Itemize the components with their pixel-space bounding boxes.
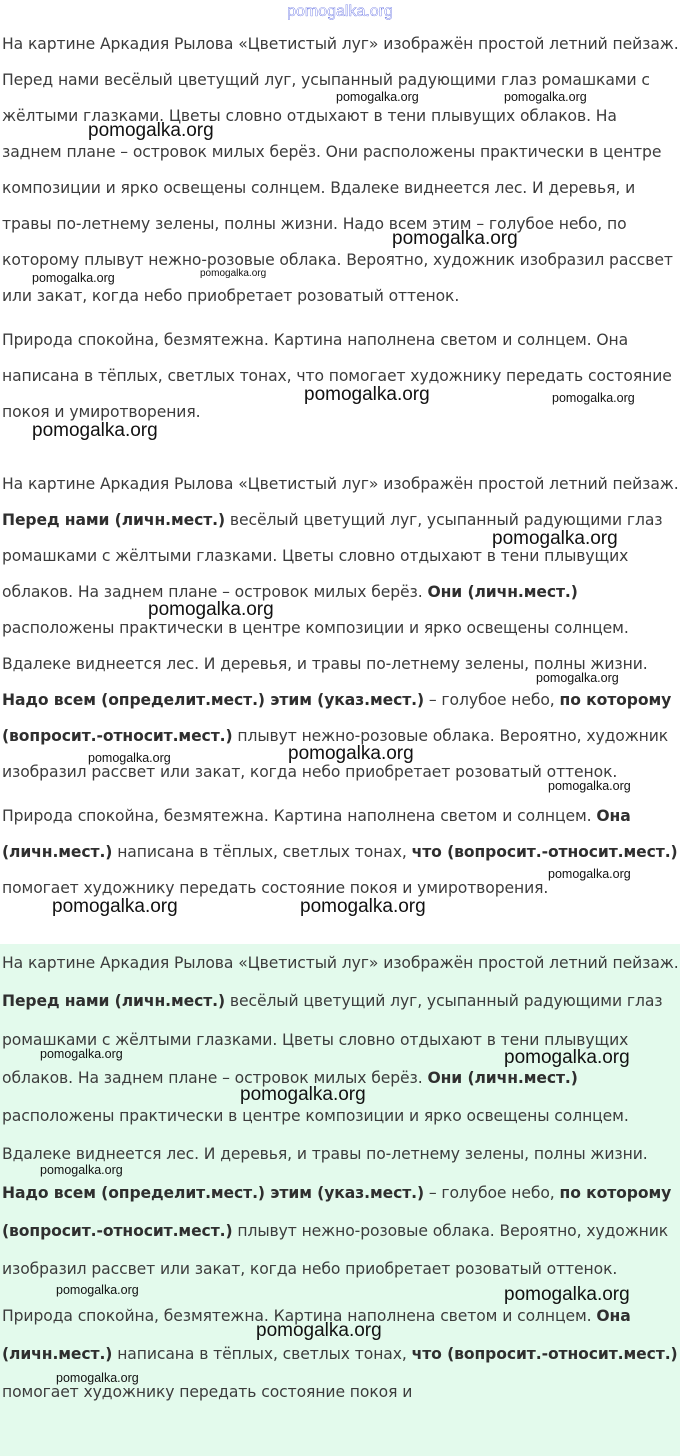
watermark: pomogalka.org <box>52 896 178 917</box>
pronoun-annotation: что (вопросит.-относит.мест.) <box>411 1344 678 1363</box>
annotated-paragraph-1 <box>0 466 680 790</box>
text-run: расположены практически в центре композиции и ярко освещены солнцем. Вдалеке виднеется лес. И деревья, и травы по-летнему зелены, полны жизни. <box>2 619 648 673</box>
watermark: pomogalka.org <box>300 896 426 917</box>
pronoun-annotation: Они (личн.мест.) <box>427 1068 578 1087</box>
text-run: Природа спокойна, безмятежна. Картина наполнена светом и солнцем. <box>2 807 597 825</box>
annotated-text-section <box>0 466 680 906</box>
plain-paragraph-2: Природа спокойна, безмятежна. Картина наполнена светом и солнцем. Она написана в тёплых, светлых тонах, что помогает художнику передать состояние покоя и умиротворения. <box>2 331 672 421</box>
watermark: pomogalka.org <box>492 528 618 549</box>
watermark: pomogalka.org <box>148 599 274 620</box>
watermark: pomogalka.org <box>56 1283 139 1297</box>
pronoun-annotation: Они (личн.мест.) <box>427 583 578 601</box>
pronoun-annotation: по которому (вопросит.-относит.мест.) <box>2 691 672 745</box>
watermark: pomogalka.org <box>504 1284 630 1305</box>
pronoun-annotation: Надо всем (определит.мест.) этим (указ.мест.) <box>2 691 425 709</box>
pronoun-annotation: Надо всем (определит.мест.) этим (указ.мест.) <box>2 1183 425 1202</box>
text-run: написана в тёплых, светлых тонах, <box>112 843 412 861</box>
watermark: pomogalka.org <box>88 751 171 765</box>
text-run: весёлый цветущий луг, усыпанный радующими глаз ромашками с жёлтыми глазками. Цветы словно отдыхают в тени плывущих облаков. На заднем плане – островок милых берёз. <box>2 992 663 1087</box>
annotated-paragraph-2 <box>0 798 680 906</box>
watermark: pomogalka.org <box>548 779 631 793</box>
watermark: pomogalka.org <box>336 90 419 104</box>
text-run: расположены практически в центре композиции и ярко освещены солнцем. Вдалеке виднеется лес. И деревья, и травы по-летнему зелены, полны жизни. <box>2 1107 648 1164</box>
pronoun-annotation: по которому (вопросит.-относит.мест.) <box>2 1183 672 1241</box>
highlighted-answer-section <box>0 944 680 1456</box>
watermark: pomogalka.org <box>32 271 115 285</box>
text-run: плывут нежно-розовые облака. Вероятно, художник изобразил рассвет или закат, когда небо приобретает розоватый оттенок. <box>2 1222 669 1279</box>
plain-text-section <box>0 26 680 430</box>
text-run: помогает художнику передать состояние покоя и умиротворения. <box>2 879 549 897</box>
watermark: pomogalka.org <box>200 268 267 279</box>
pronoun-annotation: что (вопросит.-относит.мест.) <box>411 843 678 861</box>
text-run: На картине Аркадия Рылова «Цветистый луг» изображён простой летний пейзаж. <box>2 954 679 972</box>
watermark: pomogalka.org <box>552 391 635 405</box>
text-run: плывут нежно-розовые облака. Вероятно, художник изобразил рассвет или закат, когда небо приобретает розоватый оттенок. <box>2 727 669 781</box>
watermark: pomogalka.org <box>504 90 587 104</box>
watermark: pomogalka.org <box>256 1320 382 1341</box>
watermark: pomogalka.org <box>88 120 214 141</box>
text-run: Природа спокойна, безмятежна. Картина наполнена светом и солнцем. <box>2 1306 597 1325</box>
pronoun-annotation: Она (личн.мест.) <box>2 1306 631 1363</box>
text-run: помогает художнику передать состояние покоя и <box>2 1383 413 1402</box>
pronoun-annotation: Перед нами (личн.мест.) <box>2 511 226 529</box>
pronoun-annotation: Она (личн.мест.) <box>2 807 631 861</box>
watermark: pomogalka.org <box>548 867 631 881</box>
plain-paragraph-1: На картине Аркадия Рылова «Цветистый луг» изображён простой летний пейзаж. Перед нами весёлый цветущий луг, усыпанный радующими глаз ромашками с жёлтыми глазками. Цветы словно отдыхают в тени плывущих облаков. На заднем плане – островок милых берёз. Они расположены практически в центре композиции и ярко освещены солнцем. Вдалеке виднеется лес. И деревья, и травы по-летнему зелены, полны жизни. Надо всем этим – голубое небо, по которому плывут нежно-розовые облака. Вероятно, художник изобразил рассвет или закат, когда небо приобретает розоватый оттенок. <box>2 35 679 305</box>
text-run: На картине Аркадия Рылова «Цветистый луг» изображён простой летний пейзаж. <box>2 475 679 493</box>
pronoun-annotation: Перед нами (личн.мест.) <box>2 992 226 1011</box>
text-run: – голубое небо, <box>424 1183 560 1202</box>
watermark: pomogalka.org <box>288 743 414 764</box>
highlighted-paragraph-2 <box>0 1297 680 1412</box>
watermark: pomogalka.org <box>392 228 518 249</box>
text-run: – голубое небо, <box>424 691 560 709</box>
watermark: pomogalka.org <box>56 1371 139 1385</box>
watermark: pomogalka.org <box>240 1084 366 1105</box>
watermark: pomogalka.org <box>304 384 430 405</box>
highlighted-paragraph-1 <box>0 944 680 1289</box>
text-run: весёлый цветущий луг, усыпанный радующими глаз ромашками с жёлтыми глазками. Цветы словно отдыхают в тени плывущих облаков. На заднем плане – островок милых берёз. <box>2 511 663 601</box>
text-run: написана в тёплых, светлых тонах, <box>112 1344 412 1363</box>
watermark: pomogalka.org <box>536 671 619 685</box>
watermark: pomogalka.org <box>504 1047 630 1068</box>
site-header-logo[interactable]: pomogalka.org <box>287 3 393 20</box>
watermark: pomogalka.org <box>40 1163 123 1177</box>
watermark: pomogalka.org <box>32 420 158 441</box>
watermark: pomogalka.org <box>40 1047 123 1061</box>
